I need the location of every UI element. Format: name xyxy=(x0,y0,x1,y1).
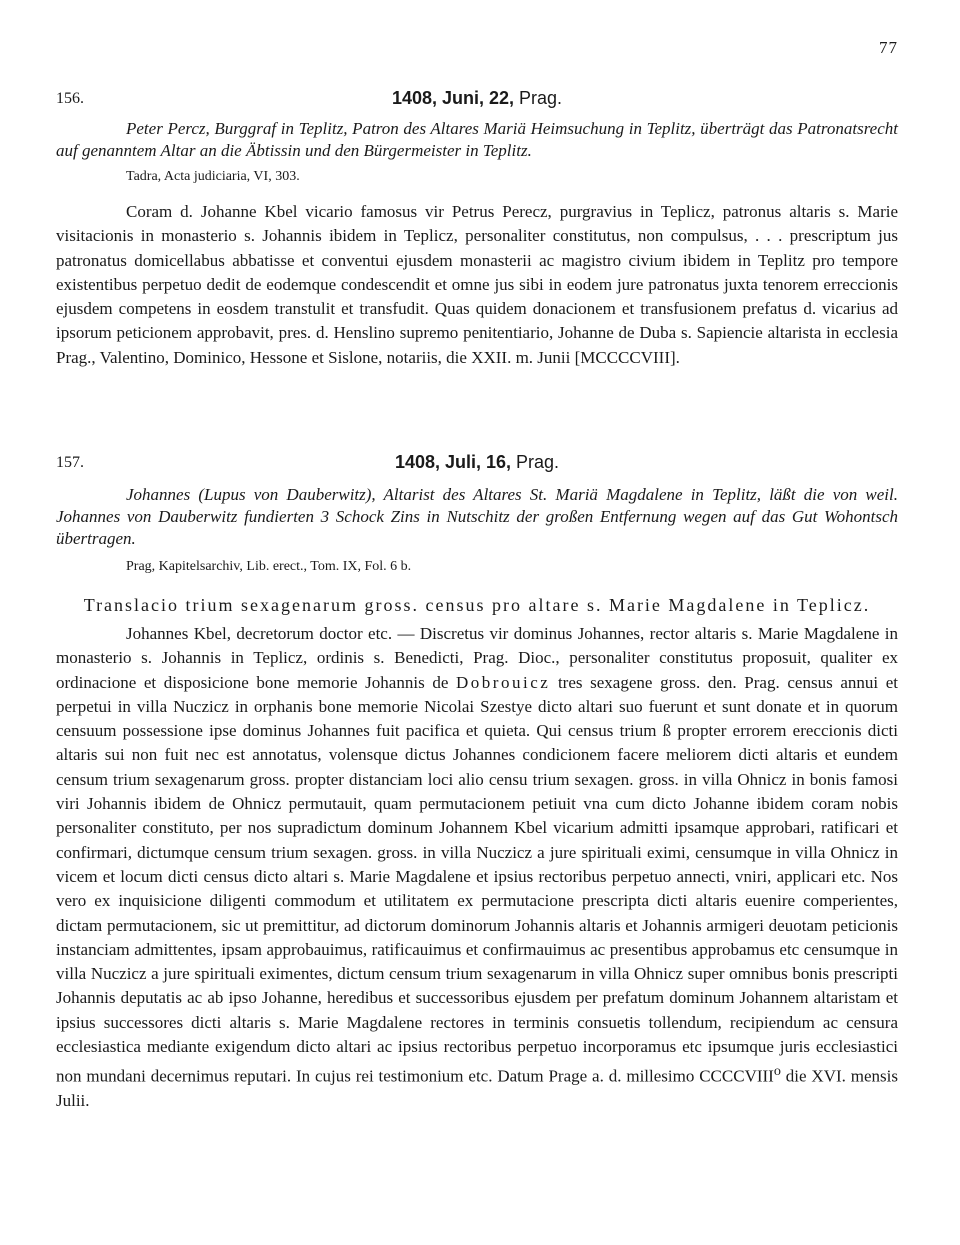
entry-text-part3: die XVI. mensis Julii. xyxy=(56,1067,898,1111)
entry-date-value: 1408, Juni, 22, xyxy=(391,88,515,108)
spaced-name: Dobrouicz xyxy=(456,672,551,692)
entry-header xyxy=(56,452,898,478)
entry-place: Prag. xyxy=(516,452,560,472)
document-title: Translacio trium sexagenarum gross. census pro altare s. Marie Magdalene in Teplicz. xyxy=(83,595,871,615)
entry-number: 157. xyxy=(56,454,84,471)
entry-date-value: 1408, Juli, 16, xyxy=(394,452,512,472)
superscript-mark: o xyxy=(773,1063,781,1080)
entry-source: Tadra, Acta judiciaria, VI, 303. xyxy=(126,169,300,184)
entry-text xyxy=(56,622,898,1114)
entry-text-part1: Johannes Kbel, decretorum doctor etc. — Discretus vir dominus Johannes, rector altaris s. Marie Magdalene in monasterio s. Johannis in Teplicz, ordinis s. Benedicti, Prag. Dioc., personaliter constitutus proposuit, qualiter ex ordinacione et disposicione bone memorie Johannis de xyxy=(56,624,898,692)
page-number: 77 xyxy=(879,38,898,57)
entry-place: Prag. xyxy=(519,88,563,108)
entry-156 xyxy=(56,88,898,370)
entry-summary: Johannes (Lupus von Dauberwitz), Altarist des Altares St. Mariä Magdalene in Teplitz, läßt die von weil. Johannes von Dauberwitz fundierten 3 Schock Zins in Nutschitz der großen Entfernung wegen auf das Gut Wohontsch übertragen. xyxy=(56,485,898,548)
entry-date xyxy=(56,88,898,109)
entry-number: 156. xyxy=(56,90,84,107)
entry-header xyxy=(56,88,898,114)
entry-date xyxy=(56,452,898,473)
entry-text: Coram d. Johanne Kbel vicario famosus vir Petrus Perecz, purgravius in Teplicz, patronus altaris s. Marie visitacionis in monasterio s. Johannis ibidem in Teplicz, personaliter constitutus, non compulsus, . . . prescriptum jus patronatus domicellabus abbatisse et conventui ejusdem monasterii ac magistro civium ibidem in Teplitz pro tempore existentibus perpetuo dedit de eodemque condescendit et omne jus sibi in eodem jure patronatus juxta tenorem erreccionis ejusdem competens in eosdem transtulit et transfudit. Quas quidem donacionem et transfusionem prefatus d. vicarius ad ipsorum peticionem approbavit, pres. d. Henslino supremo penitentiario, Johanne de Duba s. Sapiencie altarista in ecclesia Prag., Valentino, Dominico, Hessone et Sislone, notariis, die XXII. m. Junii [MCCCCVIII]. xyxy=(56,202,898,367)
entry-text-part2: tres sexagene gross. den. Prag. census annui et perpetui in villa Nuczicz in orphanis bone memorie Nicolai Szestye dicto altari suo fuerunt et sunt donate et in quorum censuum possessione ipse dominus Johannes fuit pacifica et quieta. Qui census trium ß propter errorem ereccionis dicti altaris sui non fuit nec est annotatus, volensque dictus Johannes condicionem facere meliorem dicti altaris et eundem censum trium sexagenarum gross. propter distanciam loci alio censu trium sexagen. gross. in villa Ohnicz in bonis famosi viri Johannis ibidem de Ohnicz permutauit, quam permutacionem petiuit vna cum dicto Johanne ibidem coram nobis personaliter constituto, per nos supradictum dominum Johannem Kbel vicarium admitti ipsamque approbari, ratificari et confirmari, dictumque censum trium sexagen. gross. in villa Nuczicz a jure spirituali eximi, censumque in villa Ohnicz in vicem et locum dicti census dicto altari s. Marie Magdalene et ipsius rectoribus perpetuo annecti, vniri, applicari etc. Nos vero ex inquisicione diligenti commodum et utilitatem ex permutacione prescripta dicti altaris euenire comperientes, dictam permutacionem, sic ut premittitur, ad dictorum dominorum Johannis altaris et Johannis armigeri deuotam peticionis instanciam admittentes, ipsam approbauimus, ratificauimus et confirmauimus ac presentibus approbamus etc censumque in villa Nuczicz a jure spirituali eximentes, dictum censum trium sexagenarum in villa Ohnicz super omnibus bonis prescripti Johannis deputatis ac ab ipso Johanne, heredibus et successoribus ejusdem per prefatum dominum Johannem altaristam et ipsius successores dicti altaris s. Marie Magdalene rectores in terminis consuetis tollendum, recipiendum ac censura ecclesiastica mediante exigendum dicto altari ac ipsius rectoribus perpetuo incorporamus etc ipsumque juris ecclesiastici non mundani decernimus reputari. In cujus rei testimonium etc. Datum Prage a. d. millesimo CCCCVIII xyxy=(56,672,899,1086)
entry-summary: Peter Percz, Burggraf in Teplitz, Patron des Altares Mariä Heimsuchung in Teplitz, überträgt das Patronatsrecht auf genanntem Altar an die Äbtissin und den Bürgermeister in Teplitz. xyxy=(56,119,898,160)
entry-source: Prag, Kapitelsarchiv, Lib. erect., Tom. IX, Fol. 6 b. xyxy=(126,559,412,574)
entry-157 xyxy=(56,452,898,1114)
document-page xyxy=(56,0,898,1245)
